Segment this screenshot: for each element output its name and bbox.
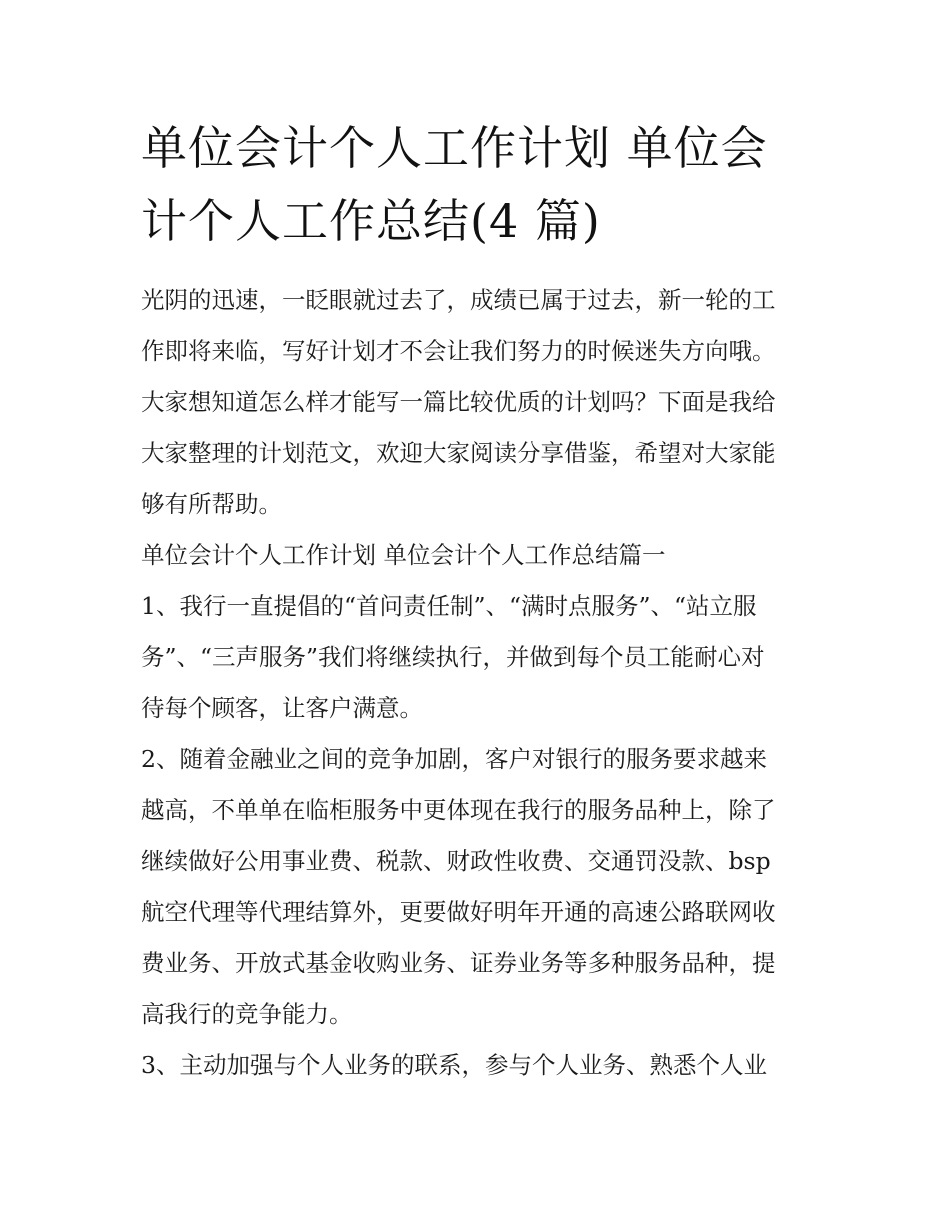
text-line: 越高，不单单在临柜服务中更体现在我行的服务品种上，除了 <box>141 796 776 824</box>
text-line: 1、我行一直提倡的“首问责任制”、“满时点服务”、“站立服 <box>141 592 757 620</box>
section-heading <box>141 530 821 581</box>
text-line: 大家想知道怎么样才能写一篇比较优质的计划吗？下面是我给 <box>141 388 776 416</box>
text-line: 单位会计个人工作计划 单位会计个人工作总结篇一 <box>141 541 666 569</box>
text-line: 3、主动加强与个人业务的联系，参与个人业务、熟悉个人业 <box>141 1051 767 1079</box>
text-line: 继续做好公用事业费、税款、财政性收费、交通罚没款、bsp <box>141 847 771 875</box>
list-item-2 <box>141 734 821 1040</box>
document-title <box>141 112 821 258</box>
text-line: 2、随着金融业之间的竞争加剧，客户对银行的服务要求越来 <box>141 745 767 773</box>
intro-paragraph <box>141 275 821 530</box>
list-item-3 <box>141 1040 821 1091</box>
text-line: 够有所帮助。 <box>141 490 282 518</box>
text-line: 作即将来临，写好计划才不会让我们努力的时候迷失方向哦。 <box>141 337 776 365</box>
text-line: 务”、“三声服务”我们将继续执行，并做到每个员工能耐心对 <box>141 643 765 671</box>
title-line: 单位会计个人工作计划 单位会 <box>141 121 768 175</box>
text-line: 航空代理等代理结算外，更要做好明年开通的高速公路联网收 <box>141 898 776 926</box>
document-body <box>141 275 821 1091</box>
text-line: 高我行的竞争能力。 <box>141 1000 353 1028</box>
text-line: 待每个顾客，让客户满意。 <box>141 694 423 722</box>
text-line: 光阴的迅速，一眨眼就过去了，成绩已属于过去，新一轮的工 <box>141 286 776 314</box>
list-item-1 <box>141 581 821 734</box>
title-line: 计个人工作总结(4 篇) <box>141 194 601 248</box>
text-line: 大家整理的计划范文，欢迎大家阅读分享借鉴，希望对大家能 <box>141 439 776 467</box>
text-line: 费业务、开放式基金收购业务、证券业务等多种服务品种，提 <box>141 949 776 977</box>
